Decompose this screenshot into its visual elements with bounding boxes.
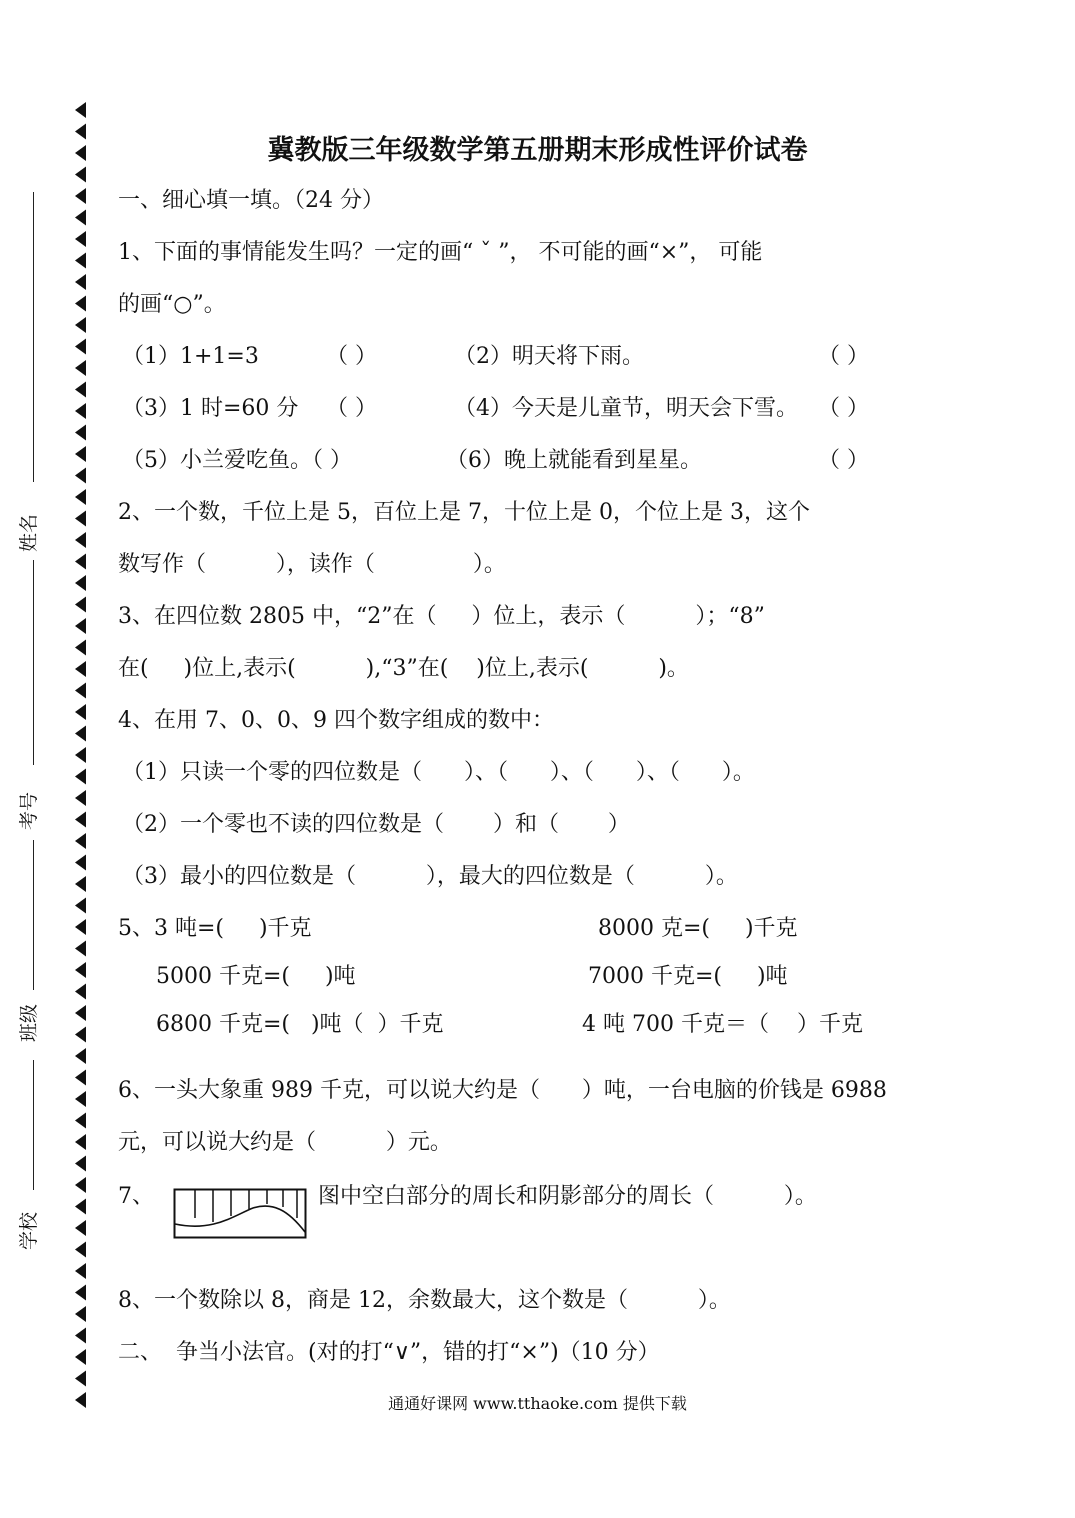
q7-label: 7、 (118, 1184, 154, 1209)
binding-triangle (75, 1220, 86, 1236)
binding-triangle (75, 747, 86, 763)
q1-item-4: （4）今天是儿童节，明天会下雪。 (454, 396, 798, 421)
class-line (33, 840, 34, 990)
binding-triangle (75, 554, 86, 570)
q3-line1: 3、在四位数 2805 中，“2”在（ ）位上，表示（ ）；“8” (118, 604, 765, 629)
binding-triangle (75, 210, 86, 226)
binding-triangle (75, 1306, 86, 1322)
section1-heading: 一、细心填一填。（24 分） (118, 188, 384, 213)
binding-triangle (75, 1113, 86, 1129)
q1-item-5: （5）小兰爱吃鱼。（ ） (122, 448, 352, 473)
binding-triangle (75, 167, 86, 183)
binding-triangle (75, 1242, 86, 1258)
binding-triangle (75, 941, 86, 957)
side-label-name: 姓名 (18, 513, 40, 552)
q6-line1: 6、一头大象重 989 千克，可以说大约是（ ）吨，一台电脑的价钱是 6988 (118, 1078, 887, 1103)
binding-triangle (75, 575, 86, 591)
q2-line2: 数写作（ ），读作（ ）。 (118, 552, 506, 577)
binding-triangle (75, 855, 86, 871)
binding-triangle (75, 898, 86, 914)
school-line (33, 1060, 34, 1190)
binding-triangle (75, 468, 86, 484)
binding-triangle (75, 446, 86, 462)
binding-triangle-strip (72, 100, 90, 1420)
name-line (33, 192, 34, 482)
binding-triangle (75, 1027, 86, 1043)
q1-item-2: （2）明天将下雨。 (454, 344, 644, 369)
binding-triangle (75, 876, 86, 892)
binding-triangle (75, 274, 86, 290)
binding-triangle (75, 790, 86, 806)
q1-item-6: （6）晚上就能看到星星。 (446, 448, 702, 473)
side-label-exam-no: 考号 (18, 791, 40, 830)
binding-triangle (75, 1285, 86, 1301)
q1-item-1: （1）1+1=3 (122, 344, 259, 369)
binding-triangle (75, 726, 86, 742)
binding-triangle (75, 296, 86, 312)
binding-triangle (75, 102, 86, 118)
binding-triangle (75, 425, 86, 441)
binding-triangle (75, 704, 86, 720)
q8-text: 8、一个数除以 8，商是 12，余数最大，这个数是（ ）。 (118, 1288, 731, 1313)
q5-f: 4 吨 700 千克＝（ ）千克 (582, 1012, 863, 1037)
binding-triangle (75, 532, 86, 548)
binding-triangle (75, 1263, 86, 1279)
binding-triangle (75, 1328, 86, 1344)
q3-line2: 在( )位上,表示( ),“3”在( )位上,表示( )。 (118, 656, 689, 681)
q5-c: 5000 千克=( )吨 (156, 964, 356, 989)
binding-triangle (75, 231, 86, 247)
binding-triangle (75, 1199, 86, 1215)
binding-triangle (75, 1048, 86, 1064)
binding-triangle (75, 489, 86, 505)
binding-triangle (75, 1349, 86, 1365)
q5-e: 6800 千克=( )吨（ ）千克 (156, 1012, 444, 1037)
q2-line1: 2、一个数，千位上是 5，百位上是 7，十位上是 0，个位上是 3，这个 (118, 500, 810, 525)
q1-stem-line2: 的画“○”。 (118, 292, 226, 317)
side-label-class: 班级 (18, 1003, 40, 1042)
binding-triangle (75, 360, 86, 376)
binding-triangle (75, 1177, 86, 1193)
binding-triangle (75, 640, 86, 656)
binding-triangle (75, 511, 86, 527)
binding-triangle (75, 1134, 86, 1150)
binding-triangle (75, 597, 86, 613)
binding-triangle (75, 919, 86, 935)
q7-text: 图中空白部分的周长和阴影部分的周长（ ）。 (318, 1184, 817, 1209)
binding-triangle (75, 188, 86, 204)
q1-stem-line1: 1、下面的事情能发生吗？一定的画“ ˇ ”， 不可能的画“×”， 可能 (118, 240, 763, 265)
binding-triangle (75, 253, 86, 269)
binding-triangle (75, 1091, 86, 1107)
binding-triangle (75, 661, 86, 677)
binding-triangle (75, 812, 86, 828)
side-label-school: 学校 (18, 1211, 40, 1250)
q4-item-2: （2）一个零也不读的四位数是（ ）和（ ） (122, 812, 630, 837)
binding-triangle (75, 317, 86, 333)
page-title: 冀教版三年级数学第五册期末形成性评价试卷 (267, 135, 808, 166)
binding-triangle (75, 962, 86, 978)
binding-triangle (75, 833, 86, 849)
binding-triangle (75, 1070, 86, 1086)
q7-figure (173, 1188, 308, 1240)
binding-triangle (75, 1005, 86, 1021)
binding-triangle (75, 984, 86, 1000)
q1-item-1-blank: （ ） (326, 344, 377, 369)
binding-triangle (75, 339, 86, 355)
q5-a: 5、3 吨=( )千克 (118, 916, 312, 941)
q4-item-3: （3）最小的四位数是（ ），最大的四位数是（ ）。 (122, 864, 738, 889)
q5-d: 7000 千克=( )吨 (588, 964, 788, 989)
q1-item-2-blank: （ ） (818, 344, 869, 369)
binding-triangle (75, 403, 86, 419)
binding-triangle (75, 1156, 86, 1172)
exam-no-line (33, 560, 34, 765)
binding-triangle (75, 618, 86, 634)
binding-triangle (75, 769, 86, 785)
binding-triangle (75, 1371, 86, 1387)
footer-credit: 通通好课网 www.tthaoke.com 提供下载 (388, 1394, 687, 1413)
q1-item-4-blank: （ ） (818, 396, 869, 421)
q1-item-3-blank: （ ） (326, 396, 377, 421)
q1-item-3: （3）1 时=60 分 (122, 396, 299, 421)
q5-b: 8000 克=( )千克 (598, 916, 798, 941)
q1-item-6-blank: （ ） (818, 448, 869, 473)
q4-item-1: （1）只读一个零的四位数是（ ）、（ ）、（ ）、（ ）。 (122, 760, 755, 785)
binding-triangle (75, 382, 86, 398)
binding-triangle (75, 683, 86, 699)
q4-stem: 4、在用 7、0、0、9 四个数字组成的数中： (118, 708, 554, 733)
section2-heading: 二、 争当小法官。(对的打“∨”，错的打“×”)（10 分） (118, 1340, 660, 1365)
q6-line2: 元，可以说大约是（ ）元。 (118, 1130, 452, 1155)
